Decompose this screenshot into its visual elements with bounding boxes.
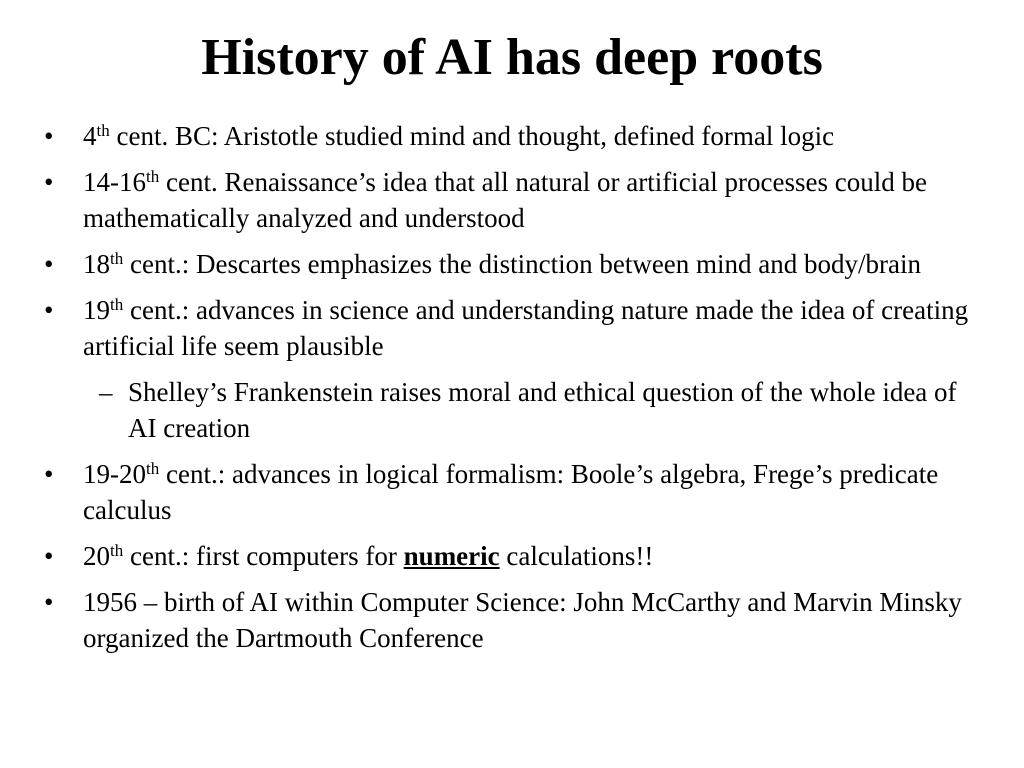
bullet-text: cent.: advances in logical formalism: Boole’s algebra, Frege’s predicate calculus [83, 459, 939, 525]
bullet-logic [0, 456, 1024, 528]
bullet-century: 18 [83, 249, 110, 279]
sub-bullet-frankenstein [0, 374, 1024, 446]
bullet-text: cent. BC: Aristotle studied mind and thought, defined formal logic [109, 121, 835, 151]
slide-title: History of AI has deep roots [201, 29, 823, 86]
bullet-marker: • [44, 295, 54, 325]
bullet-text: cent.: Descartes emphasizes the distinction between mind and body/brain [123, 249, 921, 279]
bullet-descartes [0, 246, 1024, 282]
bullet-science [0, 292, 1024, 364]
bullet-renaissance [0, 164, 1024, 236]
ordinal-suffix: th [110, 249, 124, 268]
bullet-marker: • [44, 249, 54, 279]
ordinal-suffix: th [110, 541, 124, 560]
sub-bullet-marker: – [99, 377, 113, 407]
bullet-aristotle [0, 118, 1024, 154]
bullet-marker: • [44, 587, 54, 617]
bullet-century: 19 [83, 295, 110, 325]
bullet-marker: • [44, 459, 54, 489]
bullet-marker: • [44, 121, 54, 151]
bullet-text: cent. Renaissance’s idea that all natural or artificial processes could be mathematically analyzed and understood [83, 167, 927, 233]
bullet-century: 14-16 [83, 167, 146, 197]
bullet-marker: • [44, 167, 54, 197]
bullet-text: cent.: advances in science and understanding nature made the idea of creating artificial life seem plausible [83, 295, 969, 361]
bullet-text: 1956 – birth of AI within Computer Science: John McCarthy and Marvin Minsky organized the Dartmouth Conference [83, 587, 962, 653]
bullet-century: 20 [83, 541, 110, 571]
bullet-marker: • [44, 541, 54, 571]
bullet-list [0, 118, 1024, 666]
bullet-text: cent.: first computers for [123, 541, 404, 571]
ordinal-suffix: th [146, 167, 160, 186]
bullet-text: calculations!! [499, 541, 654, 571]
ordinal-suffix: th [96, 121, 110, 140]
bullet-century: 4 [83, 121, 97, 151]
ordinal-suffix: th [146, 459, 160, 478]
bullet-text: Shelley’s Frankenstein raises moral and ethical question of the whole idea of AI creation [128, 377, 957, 443]
bullet-computers [0, 538, 1024, 574]
emphasized-word: numeric [403, 541, 500, 571]
ordinal-suffix: th [110, 295, 124, 314]
bullet-dartmouth [0, 584, 1024, 656]
bullet-century: 19-20 [83, 459, 146, 489]
